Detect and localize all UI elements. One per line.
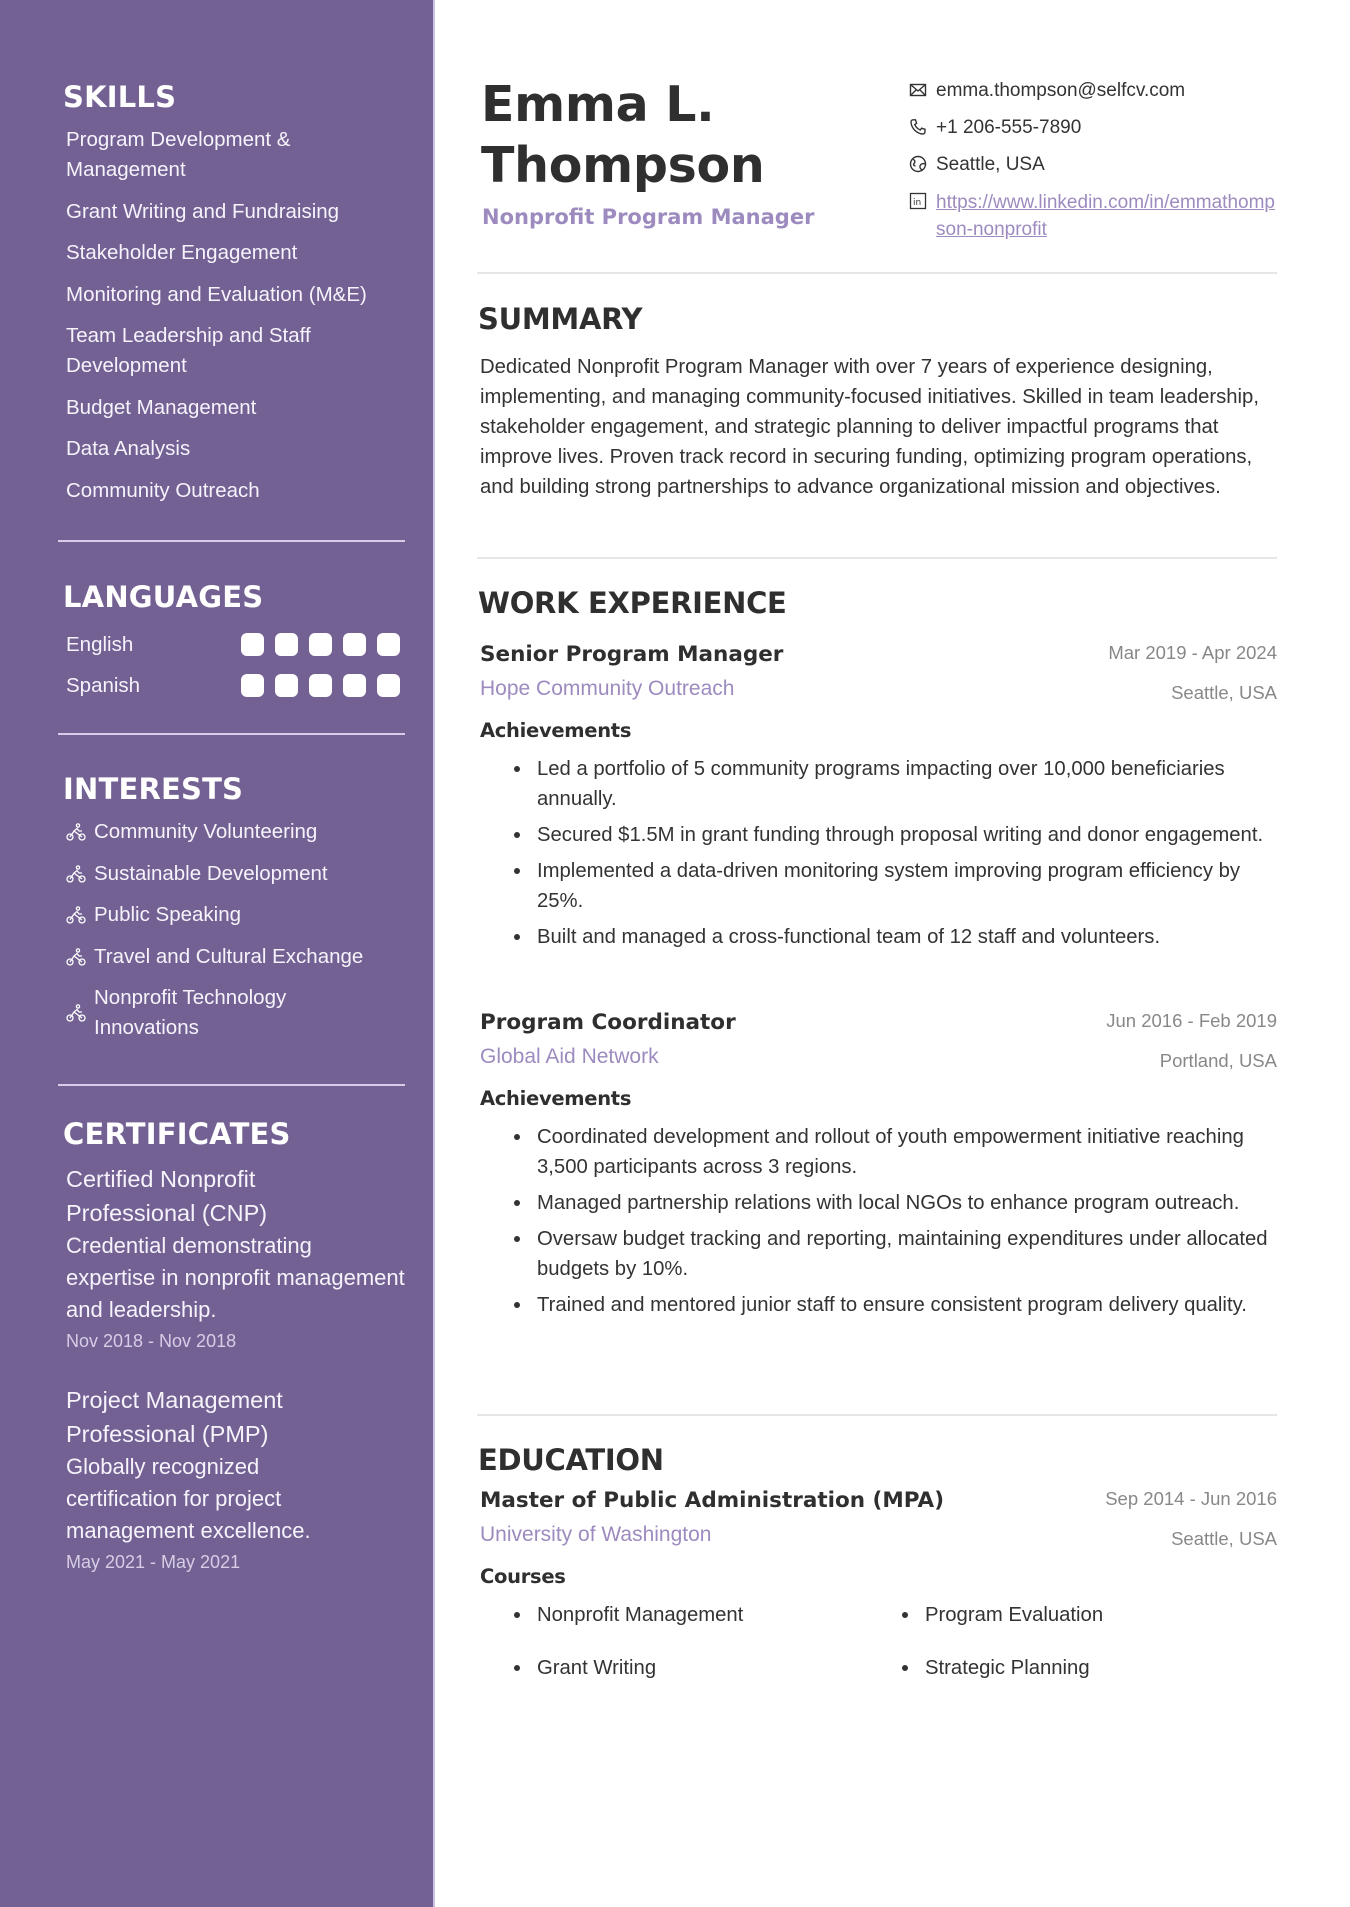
candidate-title: Nonprofit Program Manager (482, 205, 815, 229)
level-dot-filled (275, 633, 298, 656)
courses-label: Courses (480, 1565, 566, 1588)
education-entry (480, 1486, 1277, 1683)
bicycle-icon (66, 947, 86, 967)
achievement-item: Led a portfolio of 5 community programs impacting over 10,000 beneficiaries annually. (514, 754, 1277, 814)
contact-phone (909, 115, 1279, 141)
interests-section (58, 772, 406, 1055)
courses-list (480, 1600, 1277, 1683)
school-name: University of Washington (480, 1523, 712, 1546)
location-text: Seattle, USA (936, 154, 1045, 175)
language-level-dots (241, 633, 400, 656)
achievement-item: Secured $1.5M in grant funding through proposal writing and donor engagement. (514, 820, 1277, 850)
bicycle-icon (66, 905, 86, 925)
language-row-spanish (58, 665, 406, 706)
course-item: Program Evaluation (902, 1600, 1290, 1630)
summary-heading: SUMMARY (478, 302, 643, 336)
sidebar-divider (58, 733, 405, 735)
bicycle-icon (66, 1003, 86, 1023)
work-experience-heading: WORK EXPERIENCE (478, 586, 787, 620)
interest-label: Community Volunteering (94, 820, 318, 843)
contact-location (909, 152, 1279, 178)
bicycle-icon (66, 822, 86, 842)
sidebar-divider (58, 1084, 405, 1086)
achievements-list (480, 754, 1277, 952)
globe-icon (909, 155, 927, 173)
level-dot-filled (241, 633, 264, 656)
course-item: Grant Writing (514, 1653, 902, 1683)
section-divider (477, 272, 1277, 274)
certificate-description: Credential demonstrating expertise in nonprofit management and leadership. (66, 1233, 405, 1322)
interest-item (58, 983, 406, 1043)
level-dot-filled (377, 633, 400, 656)
skill-item: Stakeholder Engagement (66, 241, 298, 264)
candidate-name: Emma L. Thompson (481, 76, 765, 194)
language-name: Spanish (66, 673, 141, 697)
section-divider (477, 1414, 1277, 1416)
course-item: Strategic Planning (902, 1653, 1290, 1683)
achievement-item: Managed partnership relations with local NGOs to enhance program outreach. (514, 1188, 1277, 1218)
job-role: Program Coordinator (480, 1010, 736, 1035)
linkedin-icon (909, 192, 927, 210)
experience-entry (480, 640, 1277, 958)
svg-text:in: in (913, 198, 922, 208)
language-row-english (58, 624, 406, 665)
level-dot-filled (241, 674, 264, 697)
interest-item (58, 859, 406, 889)
sidebar-divider (58, 540, 405, 542)
level-dot-filled (377, 674, 400, 697)
certificate-description: Globally recognized certification for project management excellence. (66, 1454, 311, 1543)
achievements-label: Achievements (480, 1087, 632, 1110)
summary-text: Dedicated Nonprofit Program Manager with over 7 years of experience designing, implementing, and managing community-focused initiatives. Skilled in team leadership, stakeholder engagement, and strategic planning to deliver impactful programs that improve lives. Proven track record in securing funding, optimizing program operations, and building strong partnerships to advance organizational mission and objectives. (480, 356, 1259, 498)
company-name: Global Aid Network (480, 1045, 659, 1068)
skill-item: Monitoring and Evaluation (M&E) (66, 282, 367, 306)
interest-label: Nonprofit Technology Innovations (94, 986, 287, 1039)
sidebar (0, 0, 435, 1907)
skills-heading: SKILLS (63, 80, 177, 114)
skills-list (58, 125, 406, 506)
achievement-item: Oversaw budget tracking and reporting, maintaining expenditures under allocated budgets by 10%. (514, 1224, 1277, 1284)
envelope-icon (909, 81, 927, 99)
languages-heading: LANGUAGES (63, 580, 264, 614)
degree-name: Master of Public Administration (MPA) (480, 1488, 945, 1513)
job-dates: Mar 2019 - Apr 2024 (1108, 642, 1277, 663)
level-dot-filled (309, 633, 332, 656)
languages-section (58, 580, 406, 706)
education-heading: EDUCATION (478, 1443, 664, 1477)
certificate-name: Certified Nonprofit Professional (CNP) (66, 1166, 268, 1226)
phone-text[interactable]: +1 206-555-7890 (936, 117, 1082, 138)
phone-icon (909, 118, 927, 136)
achievement-item: Built and managed a cross-functional team of 12 staff and volunteers. (514, 922, 1277, 952)
achievement-item: Trained and mentored junior staff to ensure consistent program delivery quality. (514, 1290, 1277, 1320)
level-dot-filled (275, 674, 298, 697)
certificates-heading: CERTIFICATES (63, 1117, 291, 1151)
skills-section (58, 80, 406, 517)
contact-info (909, 78, 1279, 254)
language-level-dots (241, 674, 400, 697)
skill-item: Community Outreach (66, 478, 260, 502)
achievements-label: Achievements (480, 719, 632, 742)
skill-item: Grant Writing and Fundraising (66, 199, 340, 223)
certificate-date: Nov 2018 - Nov 2018 (66, 1331, 237, 1351)
interest-item (58, 942, 406, 972)
section-divider (477, 557, 1277, 559)
interest-label: Travel and Cultural Exchange (94, 944, 364, 968)
job-role: Senior Program Manager (480, 642, 784, 667)
experience-entry (480, 1008, 1277, 1326)
achievements-list (480, 1122, 1277, 1320)
contact-email (909, 78, 1279, 104)
certificate-item (58, 1384, 406, 1575)
interest-label: Sustainable Development (94, 861, 328, 885)
skill-item: Budget Management (66, 395, 257, 419)
certificate-item (58, 1163, 406, 1354)
education-dates: Sep 2014 - Jun 2016 (1105, 1488, 1277, 1509)
job-location: Portland, USA (1159, 1050, 1277, 1071)
language-name: English (66, 632, 134, 656)
achievement-item: Implemented a data-driven monitoring system improving program efficiency by 25%. (514, 856, 1277, 916)
interest-item (58, 900, 406, 930)
interests-heading: INTERESTS (63, 772, 244, 806)
achievement-item: Coordinated development and rollout of youth empowerment initiative reaching 3,500 participants across 3 regions. (514, 1122, 1277, 1182)
education-location: Seattle, USA (1171, 1528, 1277, 1549)
bicycle-icon (66, 864, 86, 884)
company-name: Hope Community Outreach (480, 677, 735, 700)
contact-linkedin (909, 189, 1279, 243)
skill-item: Team Leadership and Staff Development (66, 324, 311, 377)
interest-label: Public Speaking (94, 903, 242, 926)
certificates-section (58, 1117, 406, 1605)
certificate-date: May 2021 - May 2021 (66, 1552, 241, 1572)
job-location: Seattle, USA (1171, 682, 1277, 703)
linkedin-link[interactable]: https://www.linkedin.com/in/emmathompson-nonprofit (936, 192, 1275, 240)
interest-item (58, 817, 406, 847)
course-item: Nonprofit Management (514, 1600, 902, 1630)
level-dot-filled (343, 674, 366, 697)
certificate-name: Project Management Professional (PMP) (66, 1387, 283, 1447)
email-text[interactable]: emma.thompson@selfcv.com (936, 80, 1186, 101)
level-dot-filled (309, 674, 332, 697)
skill-item: Program Development & Management (66, 128, 291, 181)
level-dot-filled (343, 633, 366, 656)
skill-item: Data Analysis (66, 437, 191, 460)
job-dates: Jun 2016 - Feb 2019 (1106, 1010, 1277, 1031)
